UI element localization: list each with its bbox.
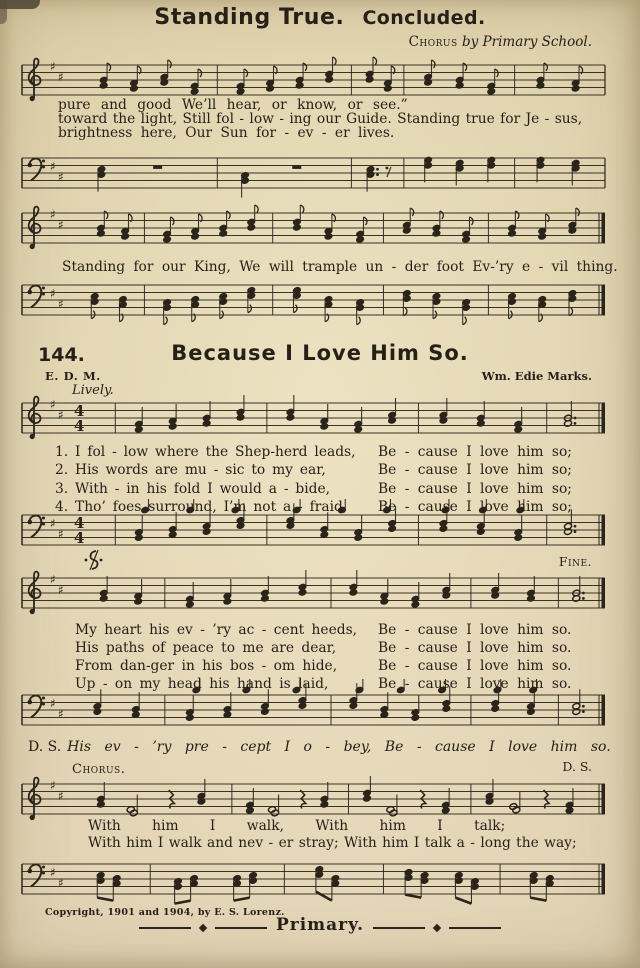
song1-attribution-chorus: Chorus: [408, 34, 458, 50]
verse2-3-left: From dan-ger in his bos - om hide,: [75, 658, 338, 674]
svg-text:4: 4: [74, 402, 85, 420]
verse-1-left: 1. I fol - low where the Shep-herd leads,: [55, 444, 356, 460]
svg-text:♯: ♯: [50, 516, 56, 531]
ornament-rule: [449, 927, 501, 929]
verse-2-left: 2. His words are mu - sic to my ear,: [55, 462, 326, 478]
music-staff-system-4: [22, 285, 605, 325]
song2-title: Because I Love Him So.: [171, 341, 469, 365]
song1-chorus-lyric: Standing for our King, We will trample un - der foot Ev-’ry e - vil thing.: [62, 259, 618, 275]
svg-text:4: 4: [74, 417, 85, 435]
dal-segno-lyric: [28, 740, 611, 754]
song1-lyric-line-3: brightness here, Our Sun for - ev - er lives.: [58, 125, 395, 141]
verse-line: [55, 464, 620, 478]
verse2-4-left: Up - on my head his hand is laid,: [75, 676, 329, 692]
verse-line: [75, 624, 620, 638]
music-staff-system-5: [22, 395, 605, 439]
verse-line: [75, 642, 620, 656]
svg-text:♯: ♯: [50, 207, 56, 222]
ds-right-label: D. S.: [562, 759, 592, 774]
verse2-2-right: Be - cause I love him so.: [378, 640, 572, 656]
svg-text:♯: ♯: [58, 707, 64, 721]
verse-line: [55, 446, 620, 460]
chorus-label: Chorus.: [72, 762, 126, 777]
ds-label: D. S.: [28, 739, 62, 755]
copyright-notice: Copyright, 1901 and 1904, by E. S. Lorenz.: [45, 907, 285, 918]
svg-text:♯: ♯: [58, 527, 64, 541]
bass-clef-icon: [28, 286, 46, 308]
bass-clef-icon: [28, 159, 46, 181]
svg-text:♯: ♯: [58, 583, 64, 597]
song1-title-row: [0, 7, 640, 29]
bass-clef-icon: [28, 696, 46, 718]
svg-text:♯: ♯: [58, 218, 64, 232]
section-footer: [0, 915, 640, 936]
music-staff-system-2: [22, 156, 605, 197]
bass-clef-icon: [28, 865, 46, 887]
song2-tempo-marking: Lively.: [72, 383, 114, 398]
svg-text:♯: ♯: [50, 397, 56, 412]
section-word: Primary.: [275, 915, 364, 935]
verse-line: [55, 483, 620, 497]
verse-1-right: Be - cause I love him so;: [378, 444, 572, 460]
song1-attribution: [409, 36, 592, 50]
ornament-rule: [373, 927, 425, 929]
diamond-ornament-icon: [199, 923, 207, 931]
svg-text:♯: ♯: [50, 286, 56, 301]
verse-2-right: Be - cause I love him so;: [378, 462, 572, 478]
song2-composer: Wm. Edie Marks.: [481, 369, 592, 383]
svg-text:♯: ♯: [50, 159, 56, 174]
svg-text:♯: ♯: [50, 778, 56, 793]
fine-label: Fine.: [558, 554, 592, 569]
verse-3-right: Be - cause I love him so;: [378, 481, 572, 497]
chorus-lyric-line-2: With him I walk and nev - er stray; With him I talk a - long the way;: [88, 835, 577, 851]
verse2-1-right: Be - cause I love him so.: [378, 622, 572, 638]
svg-text:♯: ♯: [50, 865, 56, 880]
song2-number: 144.: [38, 344, 85, 366]
verse2-4-right: Be - cause I love him so.: [378, 676, 572, 692]
ornament-rule: [215, 927, 267, 929]
svg-text:4: 4: [74, 529, 85, 547]
verse2-2-left: His paths of peace to me are dear,: [75, 640, 337, 656]
ornament-rule: [139, 927, 191, 929]
song1-lyric-line-1: pure and good We’ll hear, or know, or see.”: [58, 97, 408, 113]
svg-text:♯: ♯: [50, 696, 56, 711]
verse-line: [55, 501, 620, 515]
svg-text:♯: ♯: [58, 789, 64, 803]
verse-line: [75, 660, 620, 674]
music-staff-system-9: [22, 776, 605, 820]
ds-text: His ev - ’ry pre - cept I o - bey, Be - cause I love him so.: [67, 739, 611, 755]
segno-icon: [85, 550, 103, 570]
music-staff-system-3: [22, 205, 605, 249]
song1-lyric-line-2: toward the light, Still fol - low - ing our Guide. Standing true for Je - sus,: [58, 111, 583, 127]
diamond-ornament-icon: [433, 923, 441, 931]
svg-text:♯: ♯: [58, 408, 64, 422]
music-staff-system-10: [22, 864, 605, 904]
song1-title: Standing True.: [154, 5, 345, 30]
chorus-lyric-line-1: With him I walk, With him I talk;: [88, 818, 506, 834]
verse-3-left: 3. With - in his fold I would a - bide,: [55, 481, 331, 497]
verse-4-left: 4. Tho’ foes surround, I’m not a - fraid,: [55, 499, 348, 515]
verse-4-right: Be - cause I love him so;: [378, 499, 572, 515]
svg-text:♯: ♯: [50, 572, 56, 587]
song1-attribution-by: by Primary School.: [461, 34, 592, 50]
svg-text:♯: ♯: [58, 876, 64, 890]
song2-author: E. D. M.: [45, 369, 101, 383]
song1-concluded-label: Concluded.: [362, 7, 486, 29]
verse2-1-left: My heart his ev - ’ry ac - cent heeds,: [75, 622, 358, 638]
svg-text:4: 4: [74, 514, 85, 532]
svg-text:♯: ♯: [50, 59, 56, 74]
music-staff-system-7: [22, 570, 605, 614]
verse2-3-right: Be - cause I love him so.: [378, 658, 572, 674]
bass-clef-icon: [28, 516, 46, 538]
music-staff-system-1: [22, 57, 605, 101]
svg-text:♯: ♯: [58, 70, 64, 84]
svg-text:♯: ♯: [58, 297, 64, 311]
svg-text:♯: ♯: [58, 170, 64, 184]
verse-line: [75, 678, 620, 692]
